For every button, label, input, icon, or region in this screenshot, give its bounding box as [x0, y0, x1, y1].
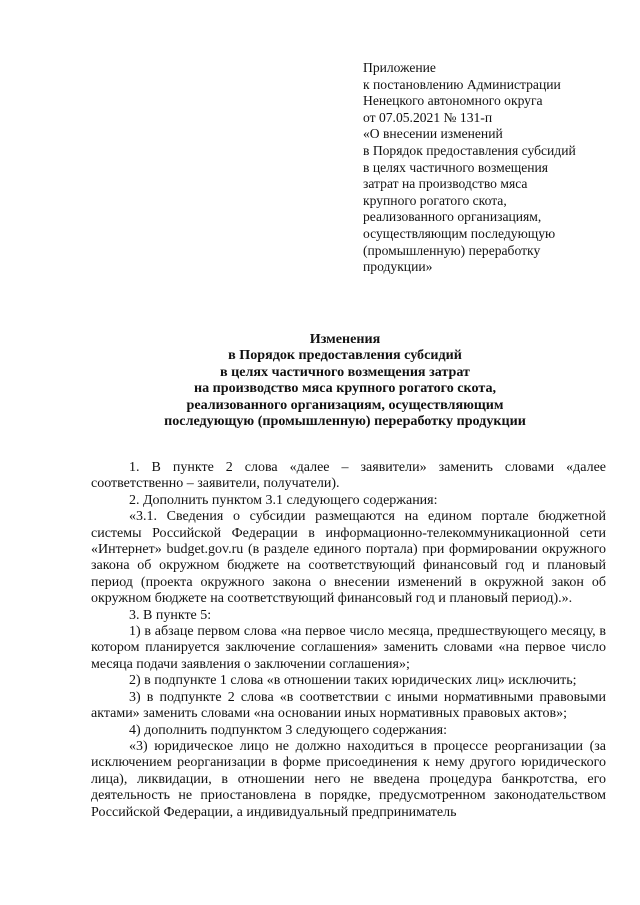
appendix-line: к постановлению Администрации — [363, 76, 561, 92]
body-paragraph: «3.1. Сведения о субсидии размещаются на едином портале бюджетной системы Российской Федерации в информационно-телекоммуникационной сети «Интернет» budget.gov.ru (в разделе единого портала) при формировании окружного закона об окружном бюджете на соответствующий финансовый год и плановый период (проекта окружного закона о внесении изменений в окружной закон об окружном бюджете на соответствующий финансовый год и плановый период).». — [91, 509, 606, 607]
title-line: в целях частичного возмещения затрат — [220, 363, 470, 380]
title-line: в Порядок предоставления субсидий — [228, 347, 462, 364]
appendix-header — [363, 60, 613, 276]
body-paragraph: «3) юридическое лицо не должно находиться в процессе реорганизации (за исключением реорганизации в форме присоединения к нему другого юридического лица), ликвидации, в отношении него не введена процедура банкротства, его деятельность не приостановлена в порядке, предусмотренном законодательством Российской Федерации, а индивидуальный предприниматель — [91, 738, 606, 820]
body-paragraph: 3) в подпункте 2 слова «в соответствии с иными нормативными правовыми актами» заменить словами «на основании иных нормативных правовых актов»; — [91, 689, 606, 722]
appendix-line: «О внесении изменений — [363, 126, 503, 142]
title-line: Изменения — [309, 331, 381, 347]
appendix-line: крупного рогатого скота, — [363, 192, 507, 208]
appendix-line: (промышленную) переработку — [363, 242, 541, 258]
body-paragraph: 3. В пункте 5: — [129, 607, 212, 623]
title-line: реализованного организациям, осуществляющим — [186, 396, 504, 413]
body-paragraph: 2. Дополнить пунктом 3.1 следующего содержания: — [129, 492, 438, 508]
appendix-line: реализованного организациям, — [363, 209, 542, 225]
appendix-line: от 07.05.2021 № 131-п — [363, 109, 493, 125]
title-line: на производство мяса крупного рогатого скота, — [193, 380, 497, 397]
appendix-line: в Порядок предоставления субсидий — [363, 142, 576, 158]
body-paragraph: 1. В пункте 2 слова «далее – заявители» заменить словами «далее соответственно – заявители, получатели). — [91, 460, 606, 492]
appendix-line: осуществляющим последующую — [363, 225, 556, 241]
appendix-line: продукции» — [363, 259, 433, 275]
appendix-line: в целях частичного возмещения — [363, 159, 549, 175]
title-line: последующую (промышленную) переработку продукции — [164, 413, 526, 430]
document-body — [91, 460, 606, 821]
document-title — [80, 331, 610, 429]
body-paragraph: 1) в абзаце первом слова «на первое число месяца, предшествующего месяцу, в котором планируется заключение соглашения» заменить словами «на первое число месяца подачи заявления о заключении соглашения»; — [91, 624, 606, 672]
appendix-line: Приложение — [363, 60, 436, 75]
body-paragraph: 4) дополнить подпунктом 3 следующего содержания: — [129, 722, 447, 738]
appendix-line: Ненецкого автономного округа — [363, 93, 543, 109]
appendix-line: затрат на производство мяса — [363, 176, 528, 192]
body-paragraph: 2) в подпункте 1 слова «в отношении таких юридических лиц» исключить; — [129, 673, 577, 689]
